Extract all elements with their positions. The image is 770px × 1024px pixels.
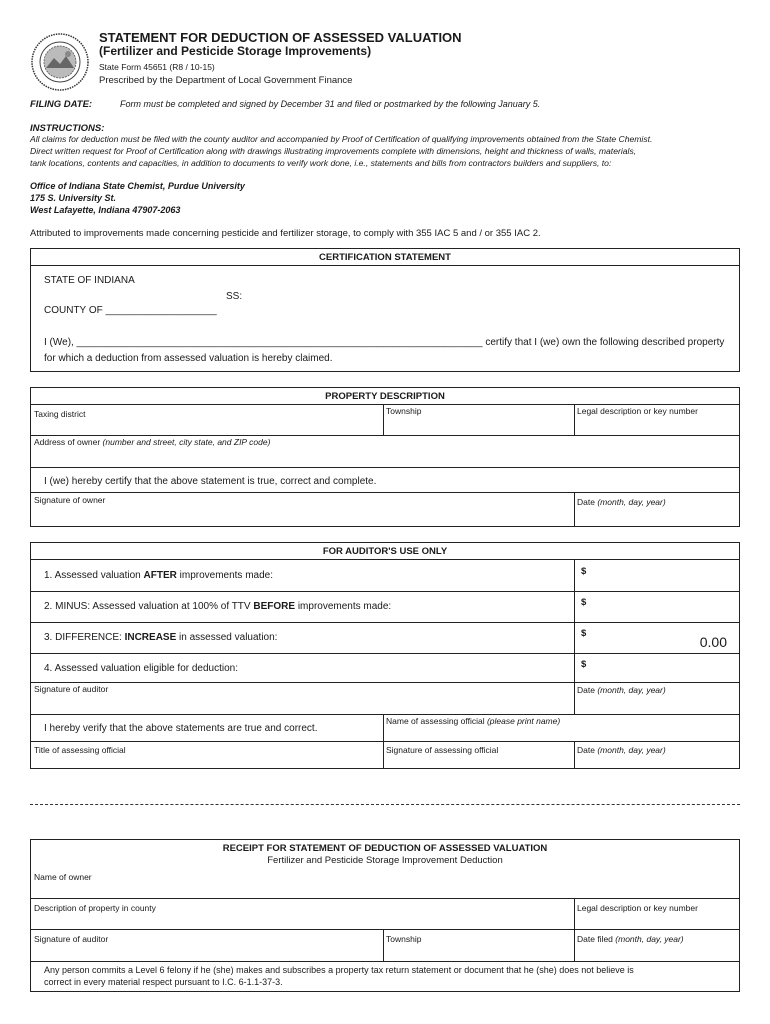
row-after-label: 1. Assessed valuation AFTER improvements made: [44, 570, 274, 581]
state-of-indiana: STATE OF INDIANA [44, 275, 135, 286]
property-title: PROPERTY DESCRIPTION [325, 391, 445, 402]
difference-dollar: $ [581, 628, 587, 639]
verify-text: I hereby verify that the above statements are true and correct. [44, 723, 318, 734]
ss-label: SS: [226, 291, 243, 302]
form-subtitle: (Fertilizer and Pesticide Storage Improvements) [99, 44, 372, 58]
certification-section [30, 248, 740, 372]
chemist-address-line: West Lafayette, Indiana 47907-2063 [30, 205, 181, 215]
township-field[interactable]: Township [386, 406, 422, 416]
auditor-section [30, 542, 740, 769]
property-section [30, 387, 740, 527]
cut-line [30, 804, 740, 805]
official-title-field[interactable]: Title of assessing official [34, 745, 126, 755]
row-before-label: 2. MINUS: Assessed valuation at 100% of TTV BEFORE improvements made: [44, 601, 392, 612]
legal-description-field[interactable]: Legal description or key number [577, 406, 698, 416]
county-field[interactable]: COUNTY OF ____________________ [44, 305, 217, 316]
owner-name-field[interactable]: I (We), _________________________________________________________________________ certify that I (we) own the following described property [44, 337, 725, 348]
receipt-title: RECEIPT FOR STATEMENT OF DEDUCTION OF ASSESSED VALUATION [222, 843, 548, 854]
felony-warning-line: Any person commits a Level 6 felony if he (she) makes and subscribes a property tax return statement or document that he (she) does not believe is [44, 965, 634, 975]
chemist-address-line: 175 S. University St. [30, 193, 117, 203]
difference-value-field[interactable]: 0.00 [699, 634, 727, 650]
owner-date-field[interactable]: Date (month, day, year) [577, 497, 666, 507]
state-seal-icon [30, 32, 90, 92]
official-name-field[interactable]: Name of assessing official (please print name) [386, 716, 561, 726]
after-value-field[interactable]: $ [581, 566, 587, 577]
owner-signature-field[interactable]: Signature of owner [34, 495, 106, 505]
instructions-line: tank locations, contents and capacities, in addition to documents to verify work done, i.e., statements and bills from contractors builders and suppliers, to: [30, 158, 612, 168]
certification-title: CERTIFICATION STATEMENT [319, 252, 451, 263]
chemist-address-line: Office of Indiana State Chemist, Purdue University [30, 181, 245, 191]
filing-date-label: FILING DATE: [30, 99, 93, 110]
instructions-label: INSTRUCTIONS: [30, 123, 105, 134]
auditor-signature-field[interactable]: Signature of auditor [34, 684, 109, 694]
receipt-owner-name-field[interactable]: Name of owner [34, 872, 92, 882]
auditor-date-field[interactable]: Date (month, day, year) [577, 685, 666, 695]
form-title: STATEMENT FOR DEDUCTION OF ASSESSED VALUATION [99, 30, 462, 45]
instructions-line: Direct written request for Proof of Certification along with drawings illustrating improvements complete with dimensions, height and thickness of walls, materials, [30, 146, 637, 156]
felony-warning-line: correct in every material respect pursuant to I.C. 6-1.1-37-3. [44, 977, 283, 987]
row-difference-label: 3. DIFFERENCE: INCREASE in assessed valuation: [44, 632, 278, 643]
eligible-value-field[interactable]: $ [581, 659, 587, 670]
prescribed-by: Prescribed by the Department of Local Government Finance [99, 75, 353, 86]
owner-address-field[interactable]: Address of owner (number and street, city state, and ZIP code) [34, 437, 271, 447]
receipt-description-field[interactable]: Description of property in county [34, 903, 156, 913]
attributed-text: Attributed to improvements made concerning pesticide and fertilizer storage, to comply with 355 IAC 5 and / or 355 IAC 2. [30, 228, 541, 239]
claim-text: for which a deduction from assessed valuation is hereby claimed. [44, 353, 333, 364]
auditor-title: FOR AUDITOR'S USE ONLY [322, 546, 448, 557]
taxing-district-field[interactable]: Taxing district [34, 409, 86, 419]
official-date-field[interactable]: Date (month, day, year) [577, 745, 666, 755]
receipt-township-field[interactable]: Township [386, 934, 422, 944]
receipt-subtitle: Fertilizer and Pesticide Storage Improvement Deduction [267, 855, 503, 866]
receipt-date-filed-field[interactable]: Date filed (month, day, year) [577, 934, 684, 944]
official-signature-field[interactable]: Signature of assessing official [386, 745, 499, 755]
row-eligible-label: 4. Assessed valuation eligible for deduction: [44, 663, 239, 674]
filing-date-text: Form must be completed and signed by December 31 and filed or postmarked by the following January 5. [120, 99, 541, 109]
receipt-section [30, 839, 740, 992]
receipt-legal-field[interactable]: Legal description or key number [577, 903, 698, 913]
certify-text: I (we) hereby certify that the above statement is true, correct and complete. [44, 476, 377, 487]
instructions-line: All claims for deduction must be filed with the county auditor and accompanied by Proof of Certification of qualifying improvements obtained from the State Chemist. [30, 134, 653, 144]
before-value-field[interactable]: $ [581, 597, 587, 608]
receipt-auditor-signature-field[interactable]: Signature of auditor [34, 934, 109, 944]
form-number: State Form 45651 (R8 / 10-15) [99, 62, 215, 72]
